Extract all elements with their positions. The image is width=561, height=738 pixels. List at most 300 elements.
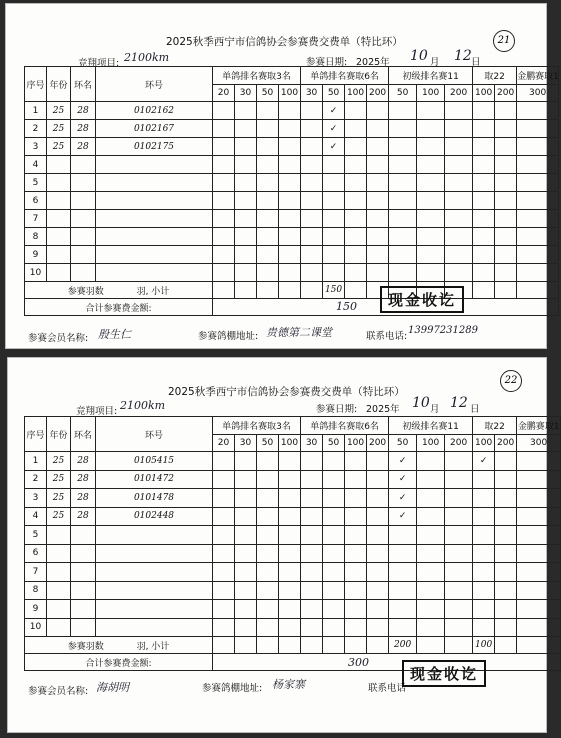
row-fee-cell	[301, 264, 323, 282]
row-fee-cell	[257, 246, 279, 264]
row-fee-cell	[389, 156, 417, 174]
row-fee-cell	[301, 600, 323, 619]
row-fee-cell	[445, 264, 473, 282]
row-fee-cell	[445, 507, 473, 526]
row-fee-cell	[367, 600, 389, 619]
row-fee-cell	[279, 470, 301, 489]
row-fee-cell	[367, 120, 389, 138]
row-fee-cell	[473, 600, 495, 619]
phone-label: 联系电话:	[366, 331, 408, 342]
row-year	[47, 156, 71, 174]
row-fee-cell	[367, 174, 389, 192]
row-fee-cell	[389, 102, 417, 120]
row-fee-cell	[301, 507, 323, 526]
row-fee-cell	[389, 192, 417, 210]
table-row	[25, 600, 561, 619]
row-fee-cell	[279, 452, 301, 471]
row-fee-cell	[279, 600, 301, 619]
row-fee-cell	[445, 581, 473, 600]
row-fee-cell	[279, 581, 301, 600]
row-fee-cell	[417, 210, 445, 228]
row-fee-cell	[473, 138, 495, 156]
table-row	[25, 618, 561, 637]
member-name: 殷生仁	[98, 328, 131, 341]
row-fee-cell	[345, 618, 367, 637]
row-fee-cell	[257, 489, 279, 508]
row-fee-cell	[367, 192, 389, 210]
row-fee-cell	[473, 618, 495, 637]
row-ring-area	[71, 174, 96, 192]
row-year	[47, 174, 71, 192]
row-fee-cell	[213, 246, 235, 264]
subtotal-amount-b: 100	[473, 637, 495, 654]
row-fee-cell	[445, 192, 473, 210]
table-row	[25, 526, 561, 545]
row-fee-cell	[345, 246, 367, 264]
header-seq: 序号	[25, 417, 47, 452]
row-fee-cell	[257, 120, 279, 138]
row-fee-cell	[367, 156, 389, 174]
row-ring-area: 28	[71, 489, 96, 508]
row-fee-cell	[323, 581, 345, 600]
row-fee-cell	[495, 156, 517, 174]
row-year: 25	[47, 120, 71, 138]
row-year	[47, 264, 71, 282]
row-fee-cell	[473, 156, 495, 174]
row-fee-cell	[495, 563, 517, 582]
row-fee-cell	[323, 526, 345, 545]
row-fee-cell	[213, 618, 235, 637]
row-fee-cell	[517, 174, 559, 192]
check-mark: ✓	[473, 452, 495, 471]
loft-address: 杨家寨	[272, 678, 305, 691]
row-fee-cell	[279, 526, 301, 545]
row-fee-cell	[213, 138, 235, 156]
subtotal-amount-a: 200	[389, 637, 417, 654]
row-fee-cell	[367, 228, 389, 246]
row-seq: 6	[25, 544, 47, 563]
row-fee-cell	[495, 470, 517, 489]
row-fee-cell	[445, 600, 473, 619]
row-fee-cell	[417, 507, 445, 526]
row-fee-cell	[367, 210, 389, 228]
header-amount: 200	[445, 435, 473, 452]
row-fee-cell	[417, 600, 445, 619]
row-fee-cell	[445, 120, 473, 138]
row-year: 25	[47, 102, 71, 120]
header-amount: 100	[473, 435, 495, 452]
table-row	[25, 228, 559, 246]
loft-label: 参赛鸽棚地址:	[202, 683, 263, 694]
row-fee-cell	[257, 526, 279, 545]
row-fee-cell	[389, 618, 417, 637]
row-fee-cell	[257, 264, 279, 282]
row-fee-cell	[389, 600, 417, 619]
row-fee-cell	[345, 138, 367, 156]
row-ring-number: 0102167	[96, 120, 213, 138]
row-ring-number	[96, 174, 213, 192]
row-seq: 1	[25, 102, 47, 120]
row-ring-area	[71, 581, 96, 600]
row-fee-cell	[235, 210, 257, 228]
row-ring-area	[71, 228, 96, 246]
row-fee-cell	[473, 228, 495, 246]
header-amount: 200	[367, 85, 389, 102]
row-fee-cell	[367, 581, 389, 600]
row-fee-cell	[323, 452, 345, 471]
header-ring-no: 环号	[96, 67, 213, 102]
row-fee-cell	[213, 600, 235, 619]
month-unit: 月	[430, 404, 440, 415]
row-fee-cell	[367, 618, 389, 637]
row-fee-cell	[445, 618, 473, 637]
total-amount: 300	[348, 656, 369, 669]
row-fee-cell	[279, 174, 301, 192]
row-fee-cell	[345, 174, 367, 192]
row-fee-cell	[323, 618, 345, 637]
row-fee-cell	[279, 102, 301, 120]
table-row	[25, 507, 561, 526]
row-fee-cell	[389, 246, 417, 264]
total-label: 合计参赛费金额:	[25, 299, 213, 316]
row-fee-cell	[417, 526, 445, 545]
row-fee-cell	[257, 470, 279, 489]
row-fee-cell	[417, 120, 445, 138]
row-fee-cell	[235, 192, 257, 210]
phone-number: 13997231289	[408, 325, 478, 336]
row-ring-number	[96, 156, 213, 174]
row-year	[47, 618, 71, 637]
row-fee-cell	[495, 246, 517, 264]
row-fee-cell	[417, 174, 445, 192]
subtotal-amount: 150	[323, 282, 345, 299]
row-ring-number	[96, 192, 213, 210]
row-fee-cell	[473, 526, 495, 545]
fee-form-sheet-2	[8, 358, 560, 732]
table-row	[25, 120, 559, 138]
row-fee-cell	[279, 489, 301, 508]
header-ring-area: 环名	[71, 417, 96, 452]
row-fee-cell	[517, 563, 561, 582]
row-ring-area	[71, 600, 96, 619]
row-ring-area	[71, 156, 96, 174]
table-row	[25, 489, 561, 508]
row-year: 25	[47, 507, 71, 526]
row-fee-cell	[279, 120, 301, 138]
row-fee-cell	[495, 210, 517, 228]
row-fee-cell	[367, 489, 389, 508]
check-mark: ✓	[323, 120, 345, 138]
row-fee-cell	[345, 581, 367, 600]
row-fee-cell	[257, 228, 279, 246]
row-year: 25	[47, 452, 71, 471]
row-fee-cell	[213, 192, 235, 210]
header-amount: 30	[301, 85, 323, 102]
row-fee-cell	[473, 489, 495, 508]
row-ring-number	[96, 600, 213, 619]
row-year	[47, 192, 71, 210]
row-fee-cell	[495, 138, 517, 156]
header-amount: 200	[445, 85, 473, 102]
row-fee-cell	[445, 210, 473, 228]
row-fee-cell	[445, 544, 473, 563]
row-fee-cell	[417, 228, 445, 246]
row-fee-cell	[517, 544, 561, 563]
row-fee-cell	[213, 526, 235, 545]
row-seq: 2	[25, 470, 47, 489]
row-fee-cell	[323, 264, 345, 282]
header-amount: 50	[323, 435, 345, 452]
subtotal-label: 羽, 小计	[136, 286, 170, 297]
row-ring-area	[71, 544, 96, 563]
row-fee-cell	[323, 156, 345, 174]
row-fee-cell	[235, 264, 257, 282]
table-row	[25, 192, 559, 210]
row-fee-cell	[517, 264, 559, 282]
row-fee-cell	[345, 192, 367, 210]
header-group-5: 金鹏赛取1	[517, 417, 561, 435]
row-fee-cell	[257, 138, 279, 156]
total-amount: 150	[336, 300, 357, 313]
row-fee-cell	[495, 507, 517, 526]
header-amount: 30	[235, 85, 257, 102]
row-fee-cell	[417, 618, 445, 637]
row-fee-cell	[301, 452, 323, 471]
row-fee-cell	[495, 174, 517, 192]
row-ring-area	[71, 563, 96, 582]
row-seq: 4	[25, 156, 47, 174]
row-fee-cell	[323, 489, 345, 508]
date-month-value: 10	[412, 395, 430, 411]
cash-received-stamp: 现金收讫	[380, 286, 464, 313]
header-amount: 100	[345, 435, 367, 452]
table-row	[25, 210, 559, 228]
row-fee-cell	[345, 526, 367, 545]
row-fee-cell	[345, 210, 367, 228]
row-fee-cell	[257, 544, 279, 563]
row-fee-cell	[323, 174, 345, 192]
row-fee-cell	[367, 526, 389, 545]
row-ring-number: 0102448	[96, 507, 213, 526]
row-year	[47, 581, 71, 600]
header-group-2: 单鸽排名赛取6名	[301, 67, 389, 85]
row-fee-cell	[517, 156, 559, 174]
entry-table	[24, 416, 561, 671]
row-fee-cell	[301, 544, 323, 563]
row-seq: 8	[25, 581, 47, 600]
row-fee-cell	[473, 544, 495, 563]
row-fee-cell	[235, 120, 257, 138]
row-fee-cell	[279, 138, 301, 156]
row-fee-cell	[301, 489, 323, 508]
row-fee-cell	[323, 544, 345, 563]
row-fee-cell	[417, 489, 445, 508]
row-fee-cell	[345, 264, 367, 282]
row-fee-cell	[301, 228, 323, 246]
row-year	[47, 246, 71, 264]
row-fee-cell	[389, 174, 417, 192]
header-amount: 20	[213, 85, 235, 102]
member-label: 参赛会员名称:	[28, 686, 89, 697]
row-fee-cell	[345, 544, 367, 563]
header-amount: 100	[279, 85, 301, 102]
row-fee-cell	[257, 563, 279, 582]
row-fee-cell	[235, 544, 257, 563]
sheet-number: 21	[493, 30, 515, 52]
row-fee-cell	[517, 102, 559, 120]
header-amount: 100	[473, 85, 495, 102]
row-fee-cell	[213, 102, 235, 120]
row-fee-cell	[213, 120, 235, 138]
row-seq: 5	[25, 526, 47, 545]
row-seq: 7	[25, 563, 47, 582]
header-amount: 50	[323, 85, 345, 102]
row-fee-cell	[445, 563, 473, 582]
row-fee-cell	[301, 246, 323, 264]
header-amount: 100	[417, 435, 445, 452]
row-fee-cell	[235, 156, 257, 174]
count-label: 参赛羽数	[67, 641, 104, 652]
row-ring-number: 0101478	[96, 489, 213, 508]
count-row-label	[25, 637, 213, 654]
header-amount: 50	[257, 85, 279, 102]
row-ring-area: 28	[71, 138, 96, 156]
row-fee-cell	[257, 581, 279, 600]
row-ring-area: 28	[71, 507, 96, 526]
row-seq: 3	[25, 489, 47, 508]
row-fee-cell	[473, 470, 495, 489]
race-date-label: 参赛日期:	[316, 404, 358, 415]
header-amount: 50	[389, 85, 417, 102]
row-fee-cell	[445, 470, 473, 489]
row-fee-cell	[389, 138, 417, 156]
date-month-value: 10	[410, 48, 428, 64]
row-ring-number	[96, 210, 213, 228]
row-fee-cell	[235, 470, 257, 489]
row-fee-cell	[417, 156, 445, 174]
row-fee-cell	[213, 264, 235, 282]
count-row-label	[25, 282, 213, 299]
row-ring-area	[71, 618, 96, 637]
row-fee-cell	[301, 470, 323, 489]
header-amount: 200	[367, 435, 389, 452]
row-year	[47, 228, 71, 246]
row-fee-cell	[345, 507, 367, 526]
header-group-3: 初级排名赛11	[389, 67, 473, 85]
row-fee-cell	[323, 470, 345, 489]
row-fee-cell	[495, 120, 517, 138]
row-fee-cell	[323, 600, 345, 619]
row-fee-cell	[257, 210, 279, 228]
header-group-1: 单鸽排名赛取3名	[213, 67, 301, 85]
form-title: 2025秋季西宁市信鸽协会参赛费交费单（特比环）	[168, 386, 405, 398]
row-fee-cell	[301, 192, 323, 210]
row-fee-cell	[345, 228, 367, 246]
row-fee-cell	[473, 507, 495, 526]
table-row	[25, 138, 559, 156]
row-fee-cell	[517, 120, 559, 138]
row-fee-cell	[345, 120, 367, 138]
row-fee-cell	[495, 600, 517, 619]
row-fee-cell	[257, 192, 279, 210]
table-row	[25, 156, 559, 174]
row-fee-cell	[367, 563, 389, 582]
row-fee-cell	[235, 228, 257, 246]
row-year	[47, 210, 71, 228]
row-ring-number: 0105415	[96, 452, 213, 471]
header-amount: 200	[495, 85, 517, 102]
check-mark: ✓	[389, 452, 417, 471]
row-fee-cell	[495, 228, 517, 246]
row-fee-cell	[323, 507, 345, 526]
row-fee-cell	[345, 102, 367, 120]
row-fee-cell	[301, 120, 323, 138]
row-fee-cell	[323, 210, 345, 228]
row-seq: 10	[25, 264, 47, 282]
row-fee-cell	[445, 246, 473, 264]
row-seq: 5	[25, 174, 47, 192]
row-fee-cell	[445, 174, 473, 192]
row-ring-number	[96, 544, 213, 563]
row-fee-cell	[417, 452, 445, 471]
row-fee-cell	[445, 489, 473, 508]
header-amount: 300	[517, 435, 561, 452]
row-fee-cell	[517, 210, 559, 228]
row-seq: 2	[25, 120, 47, 138]
header-group-3: 初级排名赛11	[389, 417, 473, 435]
row-ring-number	[96, 563, 213, 582]
check-mark: ✓	[323, 138, 345, 156]
check-mark: ✓	[323, 102, 345, 120]
table-row	[25, 264, 559, 282]
header-amount: 100	[345, 85, 367, 102]
row-ring-number: 0101472	[96, 470, 213, 489]
row-fee-cell	[367, 102, 389, 120]
row-seq: 7	[25, 210, 47, 228]
row-fee-cell	[417, 192, 445, 210]
row-year: 25	[47, 138, 71, 156]
row-fee-cell	[473, 581, 495, 600]
row-fee-cell	[517, 489, 561, 508]
date-day-value: 12	[450, 395, 468, 411]
row-fee-cell	[345, 489, 367, 508]
row-fee-cell	[389, 210, 417, 228]
row-fee-cell	[213, 174, 235, 192]
row-ring-number	[96, 581, 213, 600]
row-fee-cell	[213, 563, 235, 582]
header-year: 年份	[47, 67, 71, 102]
fee-form-sheet-1	[6, 4, 559, 348]
row-seq: 4	[25, 507, 47, 526]
row-fee-cell	[495, 581, 517, 600]
table-row	[25, 452, 561, 471]
row-fee-cell	[367, 138, 389, 156]
row-fee-cell	[517, 452, 561, 471]
header-amount: 30	[301, 435, 323, 452]
header-group-4: 取22	[473, 417, 517, 435]
row-seq: 9	[25, 600, 47, 619]
header-amount: 200	[495, 435, 517, 452]
row-fee-cell	[257, 156, 279, 174]
row-fee-cell	[495, 452, 517, 471]
table-row	[25, 102, 559, 120]
check-mark: ✓	[389, 507, 417, 526]
row-ring-number	[96, 618, 213, 637]
header-year: 年份	[47, 417, 71, 452]
row-fee-cell	[213, 452, 235, 471]
member-label: 参赛会员名称:	[28, 333, 89, 344]
row-fee-cell	[301, 618, 323, 637]
